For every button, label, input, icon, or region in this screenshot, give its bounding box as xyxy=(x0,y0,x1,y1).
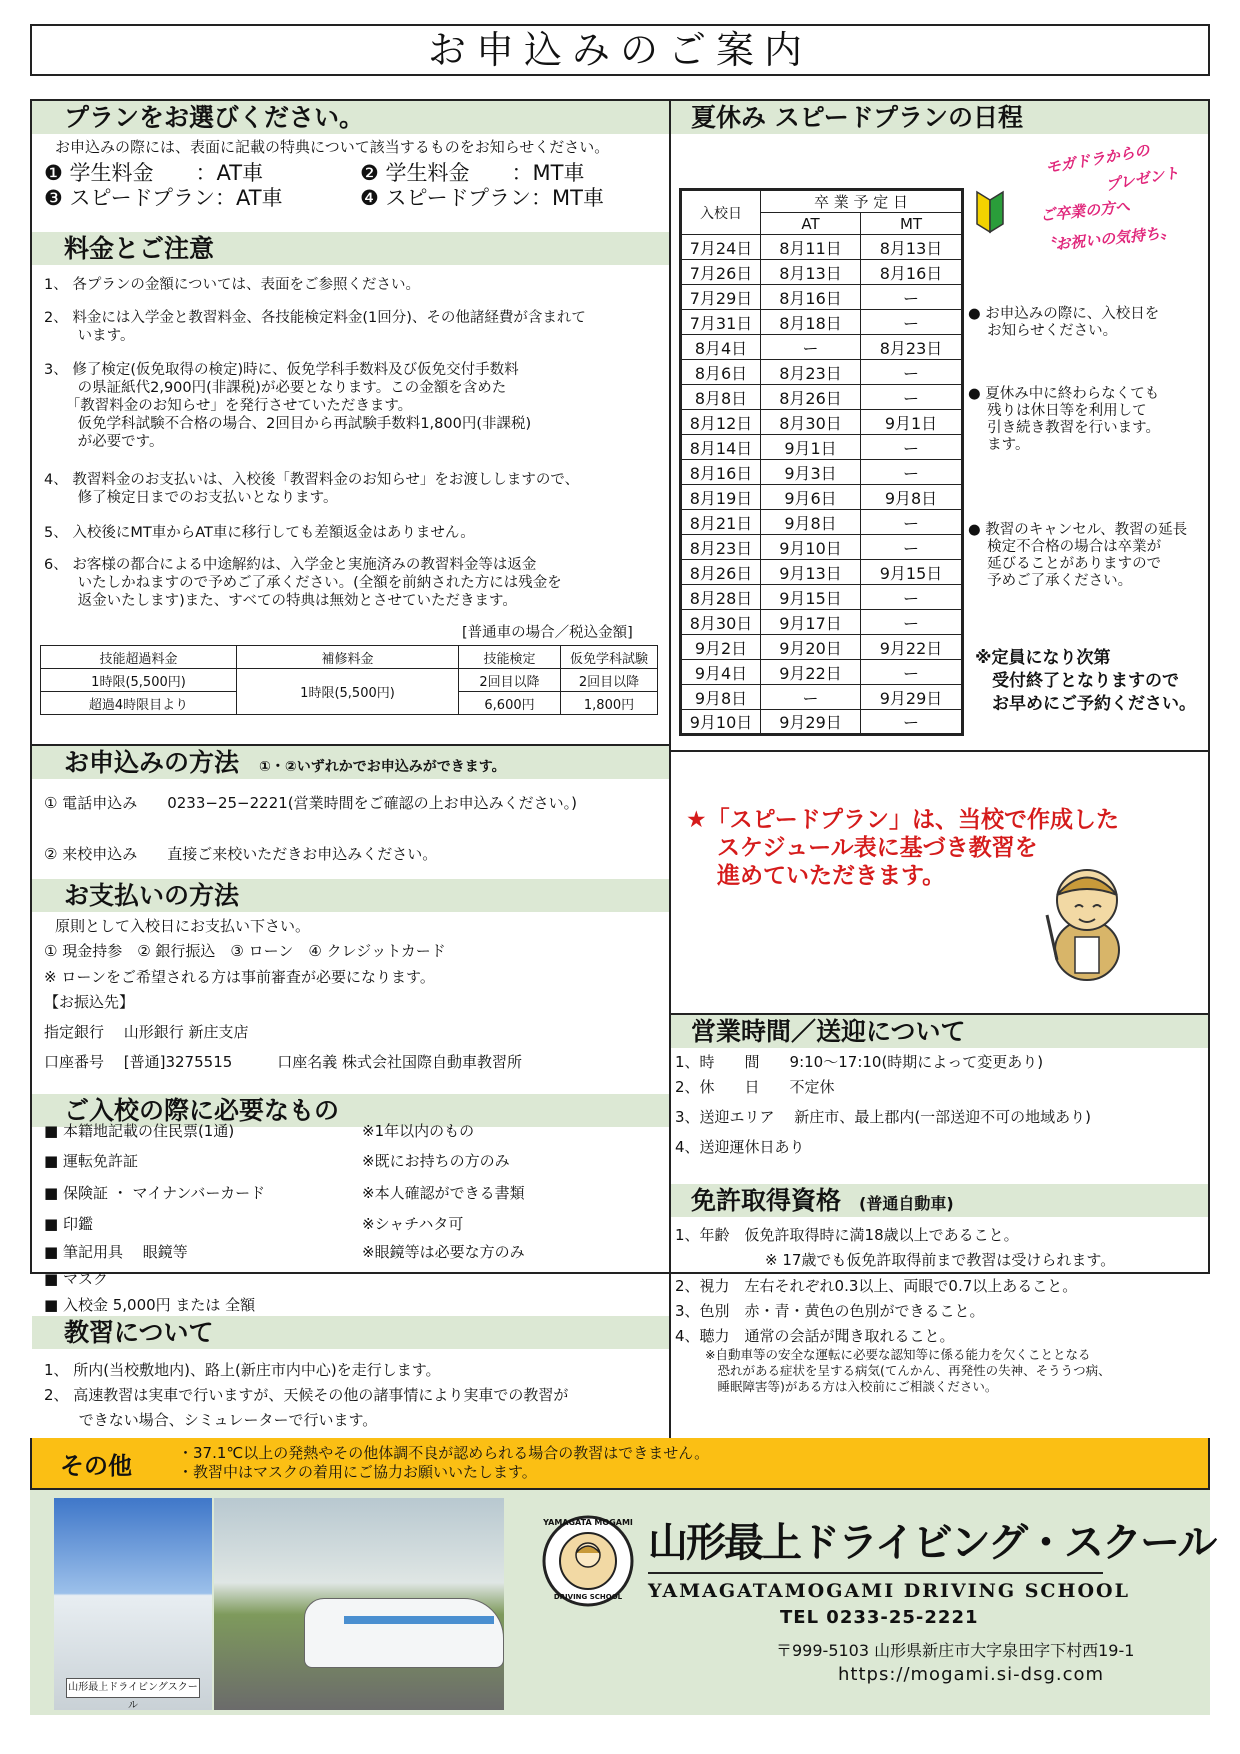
logo-rule xyxy=(648,1572,1103,1574)
sched-note-2c: 引き続き教習を行います。 xyxy=(968,420,1160,436)
sched-note-3b: 検定不合格の場合は卒業が xyxy=(968,539,1162,555)
need-item: ■ 入校金 5,000円 または 全額 xyxy=(44,1296,256,1314)
fee-note-3e: が必要です。 xyxy=(44,434,164,450)
need-item: ■ 運転免許証 xyxy=(44,1152,138,1170)
speed-plan-note-2: スケジュール表に基づき教習を xyxy=(686,835,1038,861)
license-heading-text: 免許取得資格 xyxy=(691,1186,842,1215)
fee-cell: 2回目以降 xyxy=(459,669,561,692)
need-item-note: ※本人確認ができる書類 xyxy=(362,1184,525,1202)
hours-l4: 4、送迎運休日あり xyxy=(675,1138,805,1156)
schedule-cell-mt: 8月13日 xyxy=(861,235,963,260)
schedule-row xyxy=(681,535,963,560)
schedule-row xyxy=(681,635,963,660)
photo-sign: 山形最上ドライビングスクール xyxy=(66,1678,200,1698)
speed-plan-note-1: ★「スピードプラン」は、当校で作成した xyxy=(686,807,1120,833)
payment-bank: 指定銀行 山形銀行 新庄支店 xyxy=(44,1023,249,1041)
full-notice-2: 受付終了となりますので xyxy=(975,671,1179,691)
needs-heading: ご入校の際に必要なもの xyxy=(32,1094,669,1127)
column-divider xyxy=(669,99,671,1438)
seal-bottom-text: DRIVING SCHOOL xyxy=(553,1593,623,1601)
schedule-row xyxy=(681,260,963,285)
fees-heading: 料金とご注意 xyxy=(32,232,669,265)
schedule-cell-at: 9月29日 xyxy=(761,710,861,735)
fee-table xyxy=(40,645,658,715)
fee-th-exam: 技能検定 xyxy=(459,646,561,669)
license-hearing: 4、聴力 通常の会話が聞き取れること。 xyxy=(675,1327,955,1345)
fee-note-3b: の県証紙代2,900円(非課税)が必要となります。この金額を含めた xyxy=(44,380,507,396)
schedule-cell-entry: 8月19日 xyxy=(681,485,761,510)
schedule-heading: 夏休み スピードプランの日程 xyxy=(671,101,1208,134)
schedule-cell-mt: ー xyxy=(861,535,963,560)
schedule-cell-entry: 8月6日 xyxy=(681,360,761,385)
fee-cell: 1時限(5,500円) xyxy=(237,669,459,715)
schedule-row xyxy=(681,510,963,535)
fee-cell: 超過4時限目より xyxy=(41,692,237,715)
sched-note-3a: ● 教習のキャンセル、教習の延長 xyxy=(968,522,1188,538)
need-item: ■ マスク xyxy=(44,1270,108,1288)
sched-note-2a: ● 夏休み中に終わらなくても xyxy=(968,386,1160,402)
fee-th-repair: 補修料金 xyxy=(237,646,459,669)
fee-table-note: [普通車の場合／税込金額] xyxy=(462,625,633,641)
apply-heading-text: お申込みの方法 xyxy=(64,748,240,777)
car-stripe xyxy=(344,1616,494,1624)
need-item: ■ 本籍地記載の住民票(1通) xyxy=(44,1122,235,1140)
license-note-1: ※自動車等の安全な運転に必要な認知等に係る能力を欠くこととなる xyxy=(705,1347,1091,1362)
apply-visit: ② 来校申込み 直接ご来校いただきお申込みください。 xyxy=(44,845,438,863)
school-logo-jp: 山形最上ドライビング・スクール xyxy=(648,1520,1216,1566)
gift-line-1: モガドラからの xyxy=(1044,141,1151,177)
schedule-cell-entry: 8月23日 xyxy=(681,535,761,560)
fee-note-4b: 修了検定日までのお支払いとなります。 xyxy=(44,490,338,506)
schedule-cell-entry: 7月31日 xyxy=(681,310,761,335)
need-item-note: ※既にお持ちの方のみ xyxy=(362,1152,510,1170)
license-note-2: 恐れがある症状を呈する病気(てんかん、再発性の失神、そううつ病、 xyxy=(705,1363,1111,1378)
payment-loan: ※ ローンをご希望される方は事前審査が必要になります。 xyxy=(44,968,435,986)
schedule-row xyxy=(681,610,963,635)
divider xyxy=(670,750,1210,752)
hours-l2: 2、休 日 不定休 xyxy=(675,1078,835,1096)
mascot-illustration xyxy=(1035,855,1135,985)
plan-2: ❷ 学生料金 ：MT車 xyxy=(360,161,585,185)
fee-note-6b: いたしかねますので予めご了承ください。(全額を前納された方には残金を xyxy=(44,575,562,591)
schedule-cell-at: 8月13日 xyxy=(761,260,861,285)
speed-plan-note-3: 進めていただきます。 xyxy=(686,863,946,889)
hours-heading: 営業時間／送迎について xyxy=(671,1015,1208,1048)
need-item-note: ※眼鏡等は必要な方のみ xyxy=(362,1243,525,1261)
plan-1: ❶ 学生料金 ：AT車 xyxy=(44,161,264,185)
schedule-cell-at: 8月23日 xyxy=(761,360,861,385)
need-item-note: ※1年以内のもの xyxy=(362,1122,475,1140)
schedule-table xyxy=(679,188,964,736)
schedule-cell-at: 9月13日 xyxy=(761,560,861,585)
other-l2: ・教習中はマスクの着用にご協力お願いいたします。 xyxy=(178,1463,537,1481)
schedule-cell-mt: ー xyxy=(861,585,963,610)
training-l3: できない場合、シミュレーターで行います。 xyxy=(44,1411,378,1429)
plan-4: ❹ スピードプラン：MT車 xyxy=(360,186,604,210)
seal-top-text: YAMAGATA MOGAMI xyxy=(543,1518,633,1527)
need-item: ■ 印鑑 xyxy=(44,1215,93,1233)
schedule-cell-mt: ー xyxy=(861,360,963,385)
training-l1: 1、 所内(当校敷地内)、路上(新庄市内中心)を走行します。 xyxy=(44,1361,441,1379)
schedule-cell-entry: 9月10日 xyxy=(681,710,761,735)
sched-note-3d: 予めご了承ください。 xyxy=(968,573,1133,589)
license-age-note: ※ 17歳でも仮免許取得前まで教習は受けられます。 xyxy=(675,1251,1116,1269)
schedule-cell-at: ー xyxy=(761,335,861,360)
license-color: 3、色別 赤・青・黄色の色別ができること。 xyxy=(675,1302,985,1320)
schedule-row xyxy=(681,285,963,310)
license-age: 1、年齢 仮免許取得時に満18歳以上であること。 xyxy=(675,1226,1019,1244)
car-shape xyxy=(304,1598,504,1668)
fee-note-6a: 6、 お客様の都合による中途解約は、入学金と実施済みの教習料金等は返金 xyxy=(44,557,537,573)
license-sub: (普通自動車) xyxy=(859,1194,954,1213)
footer-tel: TEL 0233-25-2221 xyxy=(780,1607,979,1628)
sched-note-2b: 残りは休日等を利用して xyxy=(968,403,1147,419)
sched-th-grad: 卒 業 予 定 日 xyxy=(761,190,963,213)
fee-note-3a: 3、 修了検定(仮免取得の検定)時に、仮免学科手数料及び仮免交付手数料 xyxy=(44,362,519,378)
schedule-cell-at: 9月20日 xyxy=(761,635,861,660)
schedule-cell-at: 8月26日 xyxy=(761,385,861,410)
gift-line-2: プレゼント xyxy=(1104,163,1181,195)
fee-th-written: 仮免学科試験 xyxy=(561,646,658,669)
schedule-cell-mt: 9月1日 xyxy=(861,410,963,435)
school-seal-logo xyxy=(542,1515,634,1607)
schedule-cell-mt: ー xyxy=(861,510,963,535)
schedule-cell-entry: 7月26日 xyxy=(681,260,761,285)
schedule-cell-at: 8月16日 xyxy=(761,285,861,310)
training-heading: 教習について xyxy=(32,1316,669,1349)
schedule-cell-mt: 8月23日 xyxy=(861,335,963,360)
license-vision: 2、視力 左右それぞれ0.3以上、両眼で0.7以上あること。 xyxy=(675,1277,1078,1295)
schedule-cell-entry: 8月14日 xyxy=(681,435,761,460)
schedule-row xyxy=(681,560,963,585)
fee-note-3d: 仮免学科試験不合格の場合、2回目から再試験手数料1,800円(非課税) xyxy=(44,416,532,432)
schedule-row xyxy=(681,660,963,685)
schedule-row xyxy=(681,710,963,735)
fee-note-1: 1、 各プランの金額については、表面をご参照ください。 xyxy=(44,277,421,293)
fee-note-6c: 返金いたします)また、すべての特典は無効とさせていただきます。 xyxy=(44,593,517,609)
schedule-cell-entry: 9月2日 xyxy=(681,635,761,660)
schedule-row xyxy=(681,685,963,710)
schedule-row xyxy=(681,460,963,485)
schedule-cell-entry: 7月29日 xyxy=(681,285,761,310)
schedule-row xyxy=(681,435,963,460)
sched-note-1b: お知らせください。 xyxy=(968,323,1118,339)
plans-heading: プランをお選びください。 xyxy=(32,101,669,134)
schedule-cell-at: 8月18日 xyxy=(761,310,861,335)
schedule-cell-mt: 9月8日 xyxy=(861,485,963,510)
schedule-cell-mt: ー xyxy=(861,610,963,635)
schedule-cell-entry: 7月24日 xyxy=(681,235,761,260)
need-item: ■ 保険証 ・ マイナンバーカード xyxy=(44,1184,266,1202)
schedule-cell-at: 9月17日 xyxy=(761,610,861,635)
training-l2: 2、 高速教習は実車で行いますが、天候その他の諸事情により実車での教習が xyxy=(44,1386,569,1404)
fee-note-2a: 2、 料金には入学金と教習料金、各技能検定料金(1回分)、その他諸経費が含まれて xyxy=(44,310,586,326)
schedule-cell-at: 8月11日 xyxy=(761,235,861,260)
schedule-cell-entry: 8月12日 xyxy=(681,410,761,435)
schedule-row xyxy=(681,335,963,360)
sched-th-at: AT xyxy=(761,213,861,235)
full-notice-1: ※定員になり次第 xyxy=(975,648,1111,668)
page-title: お申込みのご案内 xyxy=(30,24,1210,76)
other-label: その他 xyxy=(60,1452,132,1480)
fee-note-2b: います。 xyxy=(44,328,135,344)
gift-line-4: 〝お祝いの気持ち〟 xyxy=(1039,222,1176,256)
schedule-cell-at: 9月10日 xyxy=(761,535,861,560)
fee-note-3c: 「教習料金のお知らせ」を発行させていただきます。 xyxy=(44,398,413,414)
schedule-cell-mt: 9月15日 xyxy=(861,560,963,585)
sched-th-mt: MT xyxy=(861,213,963,235)
hours-l1: 1、時 間 9:10〜17:10(時期によって変更あり) xyxy=(675,1053,1044,1071)
payment-heading: お支払いの方法 xyxy=(32,879,669,912)
plan-3: ❸ スピードプラン：AT車 xyxy=(44,186,283,210)
schedule-cell-entry: 8月21日 xyxy=(681,510,761,535)
apply-sub: ①・②いずれかでお申込みができます。 xyxy=(259,759,506,775)
schedule-cell-mt: 8月16日 xyxy=(861,260,963,285)
beginner-mark-icon xyxy=(975,186,1005,236)
schedule-cell-entry: 9月8日 xyxy=(681,685,761,710)
schedule-cell-entry: 9月4日 xyxy=(681,660,761,685)
footer-url[interactable]: https://mogami.si-dsg.com xyxy=(838,1664,1105,1685)
payment-l1: 原則として入校日にお支払い下さい。 xyxy=(55,917,311,935)
need-item: ■ 筆記用具 眼鏡等 xyxy=(44,1243,188,1261)
schedule-row xyxy=(681,235,963,260)
schedule-cell-entry: 8月30日 xyxy=(681,610,761,635)
fee-cell: 2回目以降 xyxy=(561,669,658,692)
sched-note-2d: ます。 xyxy=(968,437,1030,453)
schedule-cell-entry: 8月8日 xyxy=(681,385,761,410)
other-l1: ・37.1℃以上の発熱やその他体調不良が認められる場合の教習はできません。 xyxy=(178,1444,710,1462)
schedule-cell-entry: 8月28日 xyxy=(681,585,761,610)
sched-note-3c: 延びることがありますので xyxy=(968,556,1162,572)
payment-methods: ① 現金持参 ② 銀行振込 ③ ローン ④ クレジットカード xyxy=(44,942,446,960)
schedule-cell-at: 9月8日 xyxy=(761,510,861,535)
hours-l3: 3、送迎エリア 新庄市、最上郡内(一部送迎不可の地域あり) xyxy=(675,1108,1092,1126)
license-heading xyxy=(671,1184,1208,1217)
payment-account: 口座番号 [普通]3275515 口座名義 株式会社国際自動車教習所 xyxy=(44,1053,523,1071)
apply-heading xyxy=(32,746,669,779)
schedule-cell-at: 9月22日 xyxy=(761,660,861,685)
schedule-cell-at: 9月6日 xyxy=(761,485,861,510)
full-notice-3: お早めにご予約ください。 xyxy=(975,694,1196,714)
schedule-cell-at: 8月30日 xyxy=(761,410,861,435)
gift-line-3: ご卒業の方へ xyxy=(1039,197,1131,225)
schedule-cell-mt: ー xyxy=(861,285,963,310)
schedule-row xyxy=(681,410,963,435)
schedule-cell-at: ー xyxy=(761,685,861,710)
schedule-cell-at: 9月15日 xyxy=(761,585,861,610)
schedule-cell-mt: ー xyxy=(861,660,963,685)
need-item-note: ※シャチハタ可 xyxy=(362,1215,464,1233)
schedule-cell-mt: ー xyxy=(861,460,963,485)
schedule-row xyxy=(681,360,963,385)
fee-note-4a: 4、 教習料金のお支払いは、入校後「教習料金のお知らせ」をお渡ししますので、 xyxy=(44,472,580,488)
schedule-row xyxy=(681,385,963,410)
driving-cars-photo xyxy=(214,1498,504,1710)
fee-cell: 1,800円 xyxy=(561,692,658,715)
fee-cell: 6,600円 xyxy=(459,692,561,715)
footer-address: 〒999-5103 山形県新庄市大字泉田字下村西19-1 xyxy=(776,1641,1135,1660)
schedule-cell-entry: 8月4日 xyxy=(681,335,761,360)
payment-transfer: 【お振込先】 xyxy=(44,993,135,1011)
schedule-cell-entry: 8月26日 xyxy=(681,560,761,585)
schedule-cell-entry: 8月16日 xyxy=(681,460,761,485)
school-building-photo xyxy=(54,1498,212,1710)
school-logo-en: YAMAGATAMOGAMI DRIVING SCHOOL xyxy=(648,1580,1130,1602)
sched-note-1a: ● お申込みの際に、入校日を xyxy=(968,306,1160,322)
schedule-cell-at: 9月3日 xyxy=(761,460,861,485)
apply-phone: ① 電話申込み 0233−25−2221(営業時間をご確認の上お申込みください。) xyxy=(44,794,577,812)
fee-note-5: 5、 入校後にMT車からAT車に移行しても差額返金はありません。 xyxy=(44,525,475,541)
schedule-row xyxy=(681,310,963,335)
plans-intro: お申込みの際には、表面に記載の特典について該当するものをお知らせください。 xyxy=(55,138,610,156)
license-note-3: 睡眠障害等)がある方は入校前にご相談ください。 xyxy=(705,1379,998,1394)
fee-cell: 1時限(5,500円) xyxy=(41,669,237,692)
schedule-cell-mt: 9月22日 xyxy=(861,635,963,660)
schedule-cell-mt: 9月29日 xyxy=(861,685,963,710)
fee-th-skill-over: 技能超過料金 xyxy=(41,646,237,669)
schedule-row xyxy=(681,485,963,510)
sched-th-entry: 入校日 xyxy=(681,190,761,235)
schedule-cell-mt: ー xyxy=(861,385,963,410)
schedule-cell-mt: ー xyxy=(861,435,963,460)
schedule-cell-at: 9月1日 xyxy=(761,435,861,460)
schedule-row xyxy=(681,585,963,610)
schedule-cell-mt: ー xyxy=(861,710,963,735)
schedule-cell-mt: ー xyxy=(861,310,963,335)
